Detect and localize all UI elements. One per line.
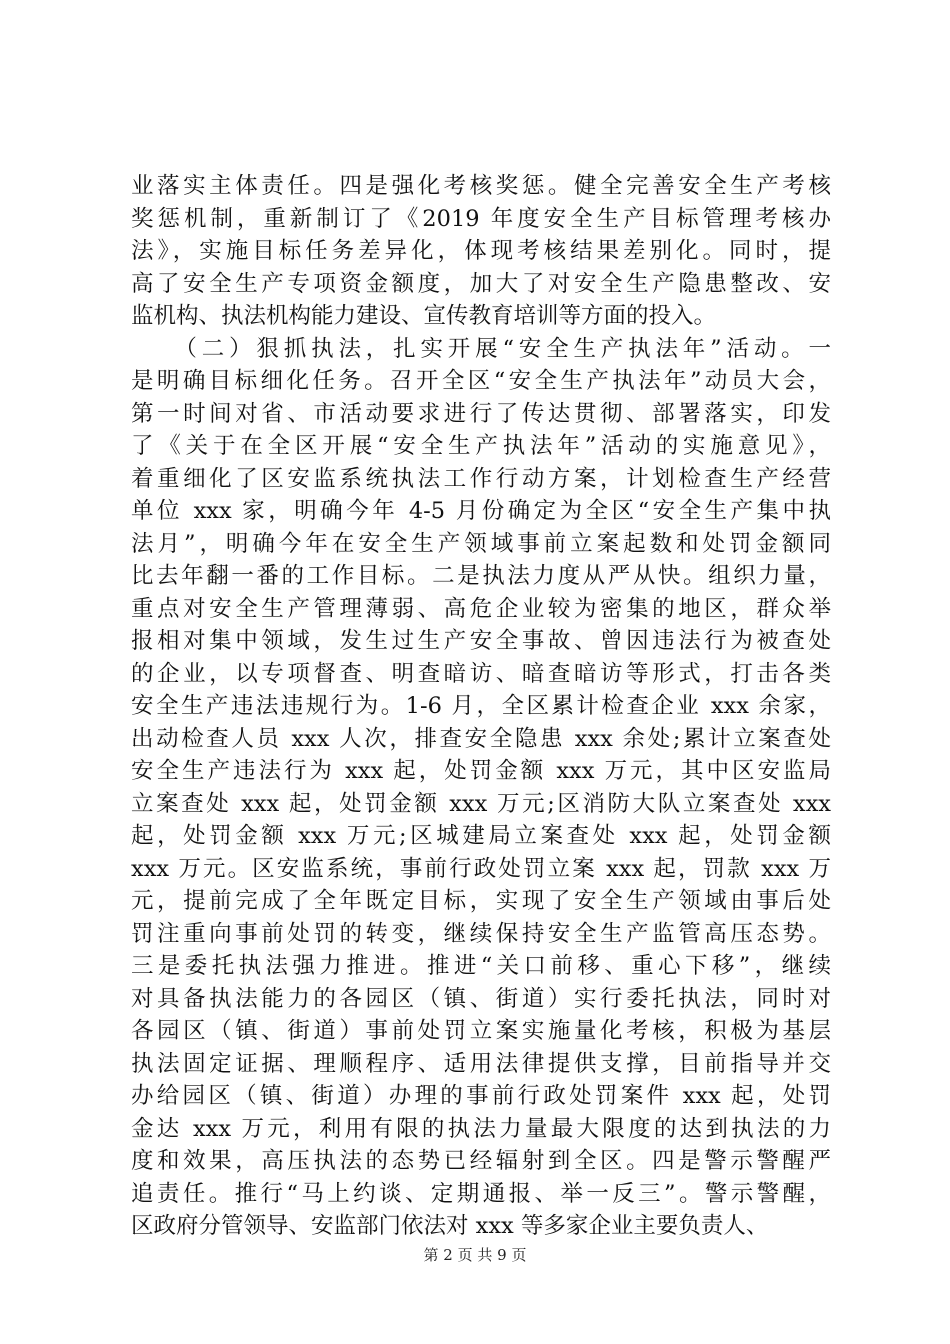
text-line: 法》，实施目标任务差异化，体现考核结果差别化。同时，提 <box>131 238 831 264</box>
text-line: 金达 xxx 万元，利用有限的执法力量最大限度的达到执法的力 <box>131 1115 831 1142</box>
text-line: 着重细化了区安监系统执法工作行动方案，计划检查生产经营 <box>131 465 831 492</box>
text-line: 是明确目标细化任务。召开全区“安全生产执法年”动员大会， <box>131 368 831 394</box>
text-line: （二）狠抓执法，扎实开展“安全生产执法年”活动。一 <box>131 335 831 362</box>
text-line: 区政府分管领导、安监部门依法对 xxx 等多家企业主要负责人、 <box>131 1213 769 1239</box>
text-line: 高了安全生产专项资金额度，加大了对安全生产隐患整改、安 <box>131 270 831 297</box>
document-body <box>131 170 831 1243</box>
text-line: 追责任。推行“马上约谈、定期通报、举一反三”。警示警醒， <box>131 1180 831 1207</box>
text-line: 对具备执法能力的各园区（镇、街道）实行委托执法，同时对 <box>131 985 831 1012</box>
text-line: 三是委托执法强力推进。推进“关口前移、重心下移”，继续 <box>131 953 831 979</box>
text-line: 办给园区（镇、街道）办理的事前行政处罚案件 xxx 起，处罚 <box>131 1083 831 1109</box>
text-line: 各园区（镇、街道）事前处罚立案实施量化考核，积极为基层 <box>131 1018 831 1044</box>
text-line: 起，处罚金额 xxx 万元;区城建局立案查处 xxx 起，处罚金额 <box>131 823 831 849</box>
text-line: 安全生产违法违规行为。1-6 月，全区累计检查企业 xxx 余家， <box>131 693 831 719</box>
text-line: 单位 xxx 家，明确今年 4-5 月份确定为全区“安全生产集中执 <box>131 498 831 524</box>
text-line: 业落实主体责任。四是强化考核奖惩。健全完善安全生产考核 <box>131 173 831 199</box>
text-line: 报相对集中领域，发生过生产安全事故、曾因违法行为被查处 <box>131 628 831 654</box>
page-footer: 第 2 页 共 9 页 <box>423 1246 527 1264</box>
text-line: 执法固定证据、理顺程序、适用法律提供支撑，目前指导并交 <box>131 1050 831 1077</box>
text-line: 罚注重向事前处罚的转变，继续保持安全生产监管高压态势。 <box>131 920 831 947</box>
text-line: 元，提前完成了全年既定目标，实现了安全生产领域由事后处 <box>131 888 831 914</box>
text-line: 出动检查人员 xxx 人次，排查安全隐患 xxx 余处;累计立案查处 <box>131 725 831 752</box>
text-line: 法月”，明确今年在安全生产领域事前立案起数和处罚金额同 <box>131 530 831 557</box>
text-line: 比去年翻一番的工作目标。二是执法力度从严从快。组织力量， <box>131 563 831 589</box>
text-line: 安全生产违法行为 xxx 起，处罚金额 xxx 万元，其中区安监局 <box>131 758 831 784</box>
text-line: xxx 万元。区安监系统，事前行政处罚立案 xxx 起，罚款 xxx 万 <box>131 855 831 882</box>
text-line: 了《关于在全区开展“安全生产执法年”活动的实施意见》， <box>131 433 831 459</box>
text-line: 度和效果，高压执法的态势已经辐射到全区。四是警示警醒严 <box>131 1148 831 1174</box>
text-line: 立案查处 xxx 起，处罚金额 xxx 万元;区消防大队立案查处 xxx <box>131 790 831 817</box>
text-line: 第一时间对省、市活动要求进行了传达贯彻、部署落实，印发 <box>131 400 831 427</box>
text-line: 重点对安全生产管理薄弱、高危企业较为密集的地区，群众举 <box>131 595 831 622</box>
text-line: 奖惩机制，重新制订了《2019 年度安全生产目标管理考核办 <box>131 205 831 232</box>
text-line: 监机构、执法机构能力建设、宣传教育培训等方面的投入。 <box>131 303 717 329</box>
text-line: 的企业，以专项督查、明查暗访、暗查暗访等形式，打击各类 <box>131 660 831 687</box>
